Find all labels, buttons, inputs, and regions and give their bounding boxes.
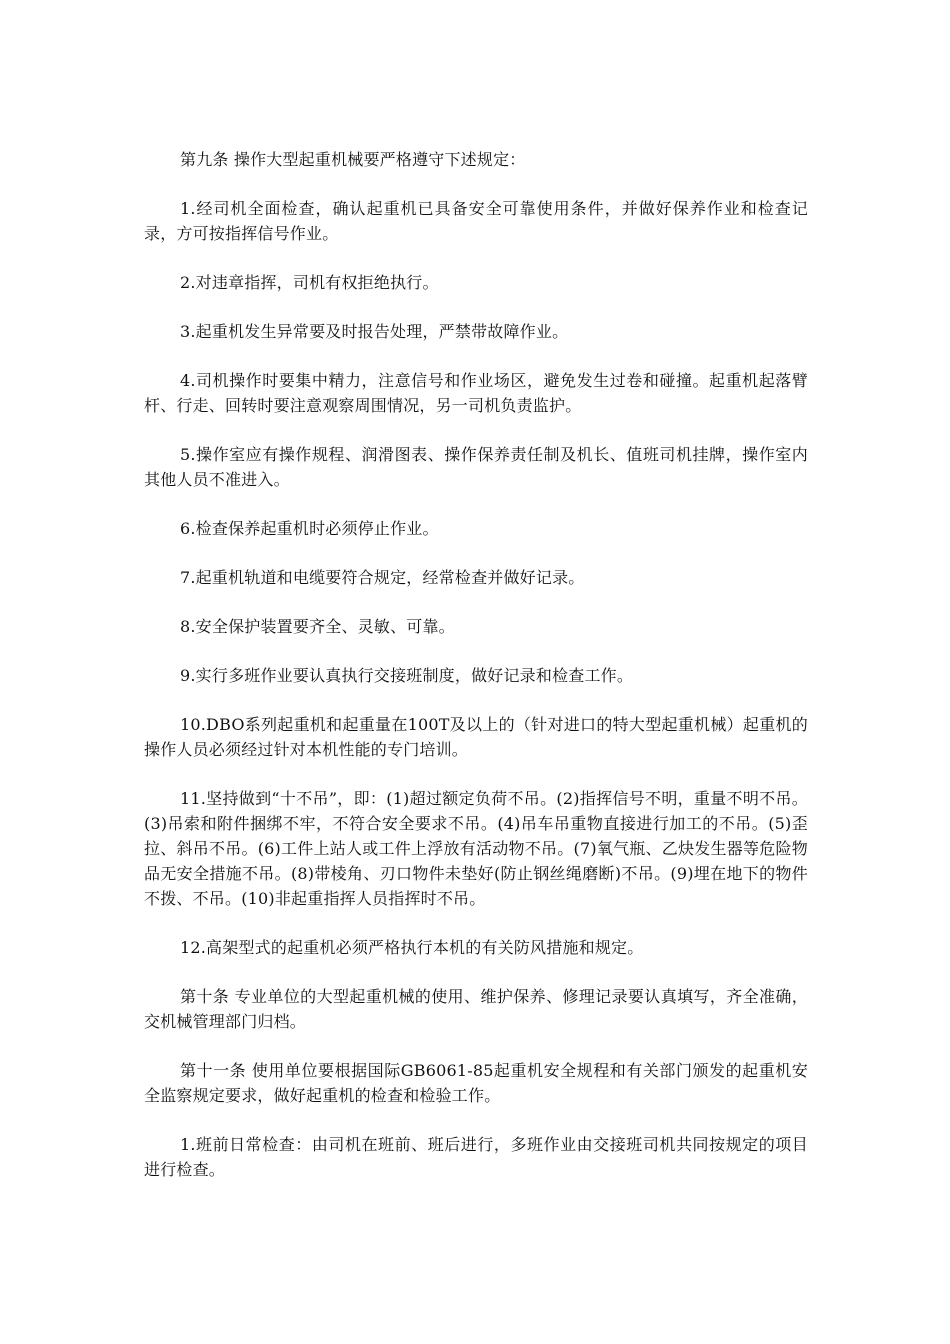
article-9-item-1: 1.经司机全面检查，确认起重机已具备安全可靠使用条件，并做好保养作业和检查记录，方可按指挥信号作业。 — [144, 199, 808, 243]
article-9-item-6: 6.检查保养起重机时必须停止作业。 — [180, 519, 439, 538]
article-9-item-8: 8.安全保护装置要齐全、灵敏、可靠。 — [180, 617, 455, 636]
document-body — [144, 147, 808, 1206]
article-9-item-12: 12.高架型式的起重机必须严格执行本机的有关防风措施和规定。 — [180, 938, 644, 957]
article-9-item-3: 3.起重机发生异常要及时报告处理，严禁带故障作业。 — [180, 322, 569, 341]
article-9-item-4: 4.司机操作时要集中精力，注意信号和作业场区，避免发生过卷和碰撞。起重机起落臂杆、行走、回转时要注意观察周围情况，另一司机负责监护。 — [144, 371, 808, 415]
article-9-item-11: 11.坚持做到“十不吊”，即：(1)超过额定负荷不吊。(2)指挥信号不明，重量不明不吊。(3)吊索和附件捆绑不牢，不符合安全要求不吊。(4)吊车吊重物直接进行加工的不吊。(5)歪拉、斜吊不吊。(6)工件上站人或工件上浮放有活动物不吊。(7)氧气瓶、乙炔发生器等危险物品无安全措施不吊。(8)带棱角、刃口物件未垫好(防止钢丝绳磨断)不吊。(9)埋在地下的物件不拨、不吊。(10)非起重指挥人员指挥时不吊。 — [144, 789, 808, 908]
article-11: 第十一条 使用单位要根据国际GB6061-85起重机安全规程和有关部门颁发的起重机安全监察规定要求，做好起重机的检查和检验工作。 — [144, 1061, 808, 1105]
article-9-heading: 第九条 操作大型起重机械要严格遵守下述规定： — [180, 150, 526, 169]
article-11-item-1: 1.班前日常检查：由司机在班前、班后进行，多班作业由交接班司机共同按规定的项目进行检查。 — [144, 1135, 808, 1179]
article-10: 第十条 专业单位的大型起重机械的使用、维护保养、修理记录要认真填写，齐全准确，交机械管理部门归档。 — [144, 987, 808, 1031]
article-9-item-9: 9.实行多班作业要认真执行交接班制度，做好记录和检查工作。 — [180, 666, 634, 685]
article-9-item-7: 7.起重机轨道和电缆要符合规定，经常检查并做好记录。 — [180, 568, 585, 587]
article-9-item-10: 10.DBO系列起重机和起重量在100T及以上的（针对进口的特大型起重机械）起重机的操作人员必须经过针对本机性能的专门培训。 — [144, 715, 808, 759]
article-9-item-5: 5.操作室应有操作规程、润滑图表、操作保养责任制及机长、值班司机挂牌，操作室内其他人员不准进入。 — [144, 445, 808, 489]
article-9-item-2: 2.对违章指挥，司机有权拒绝执行。 — [180, 273, 439, 292]
